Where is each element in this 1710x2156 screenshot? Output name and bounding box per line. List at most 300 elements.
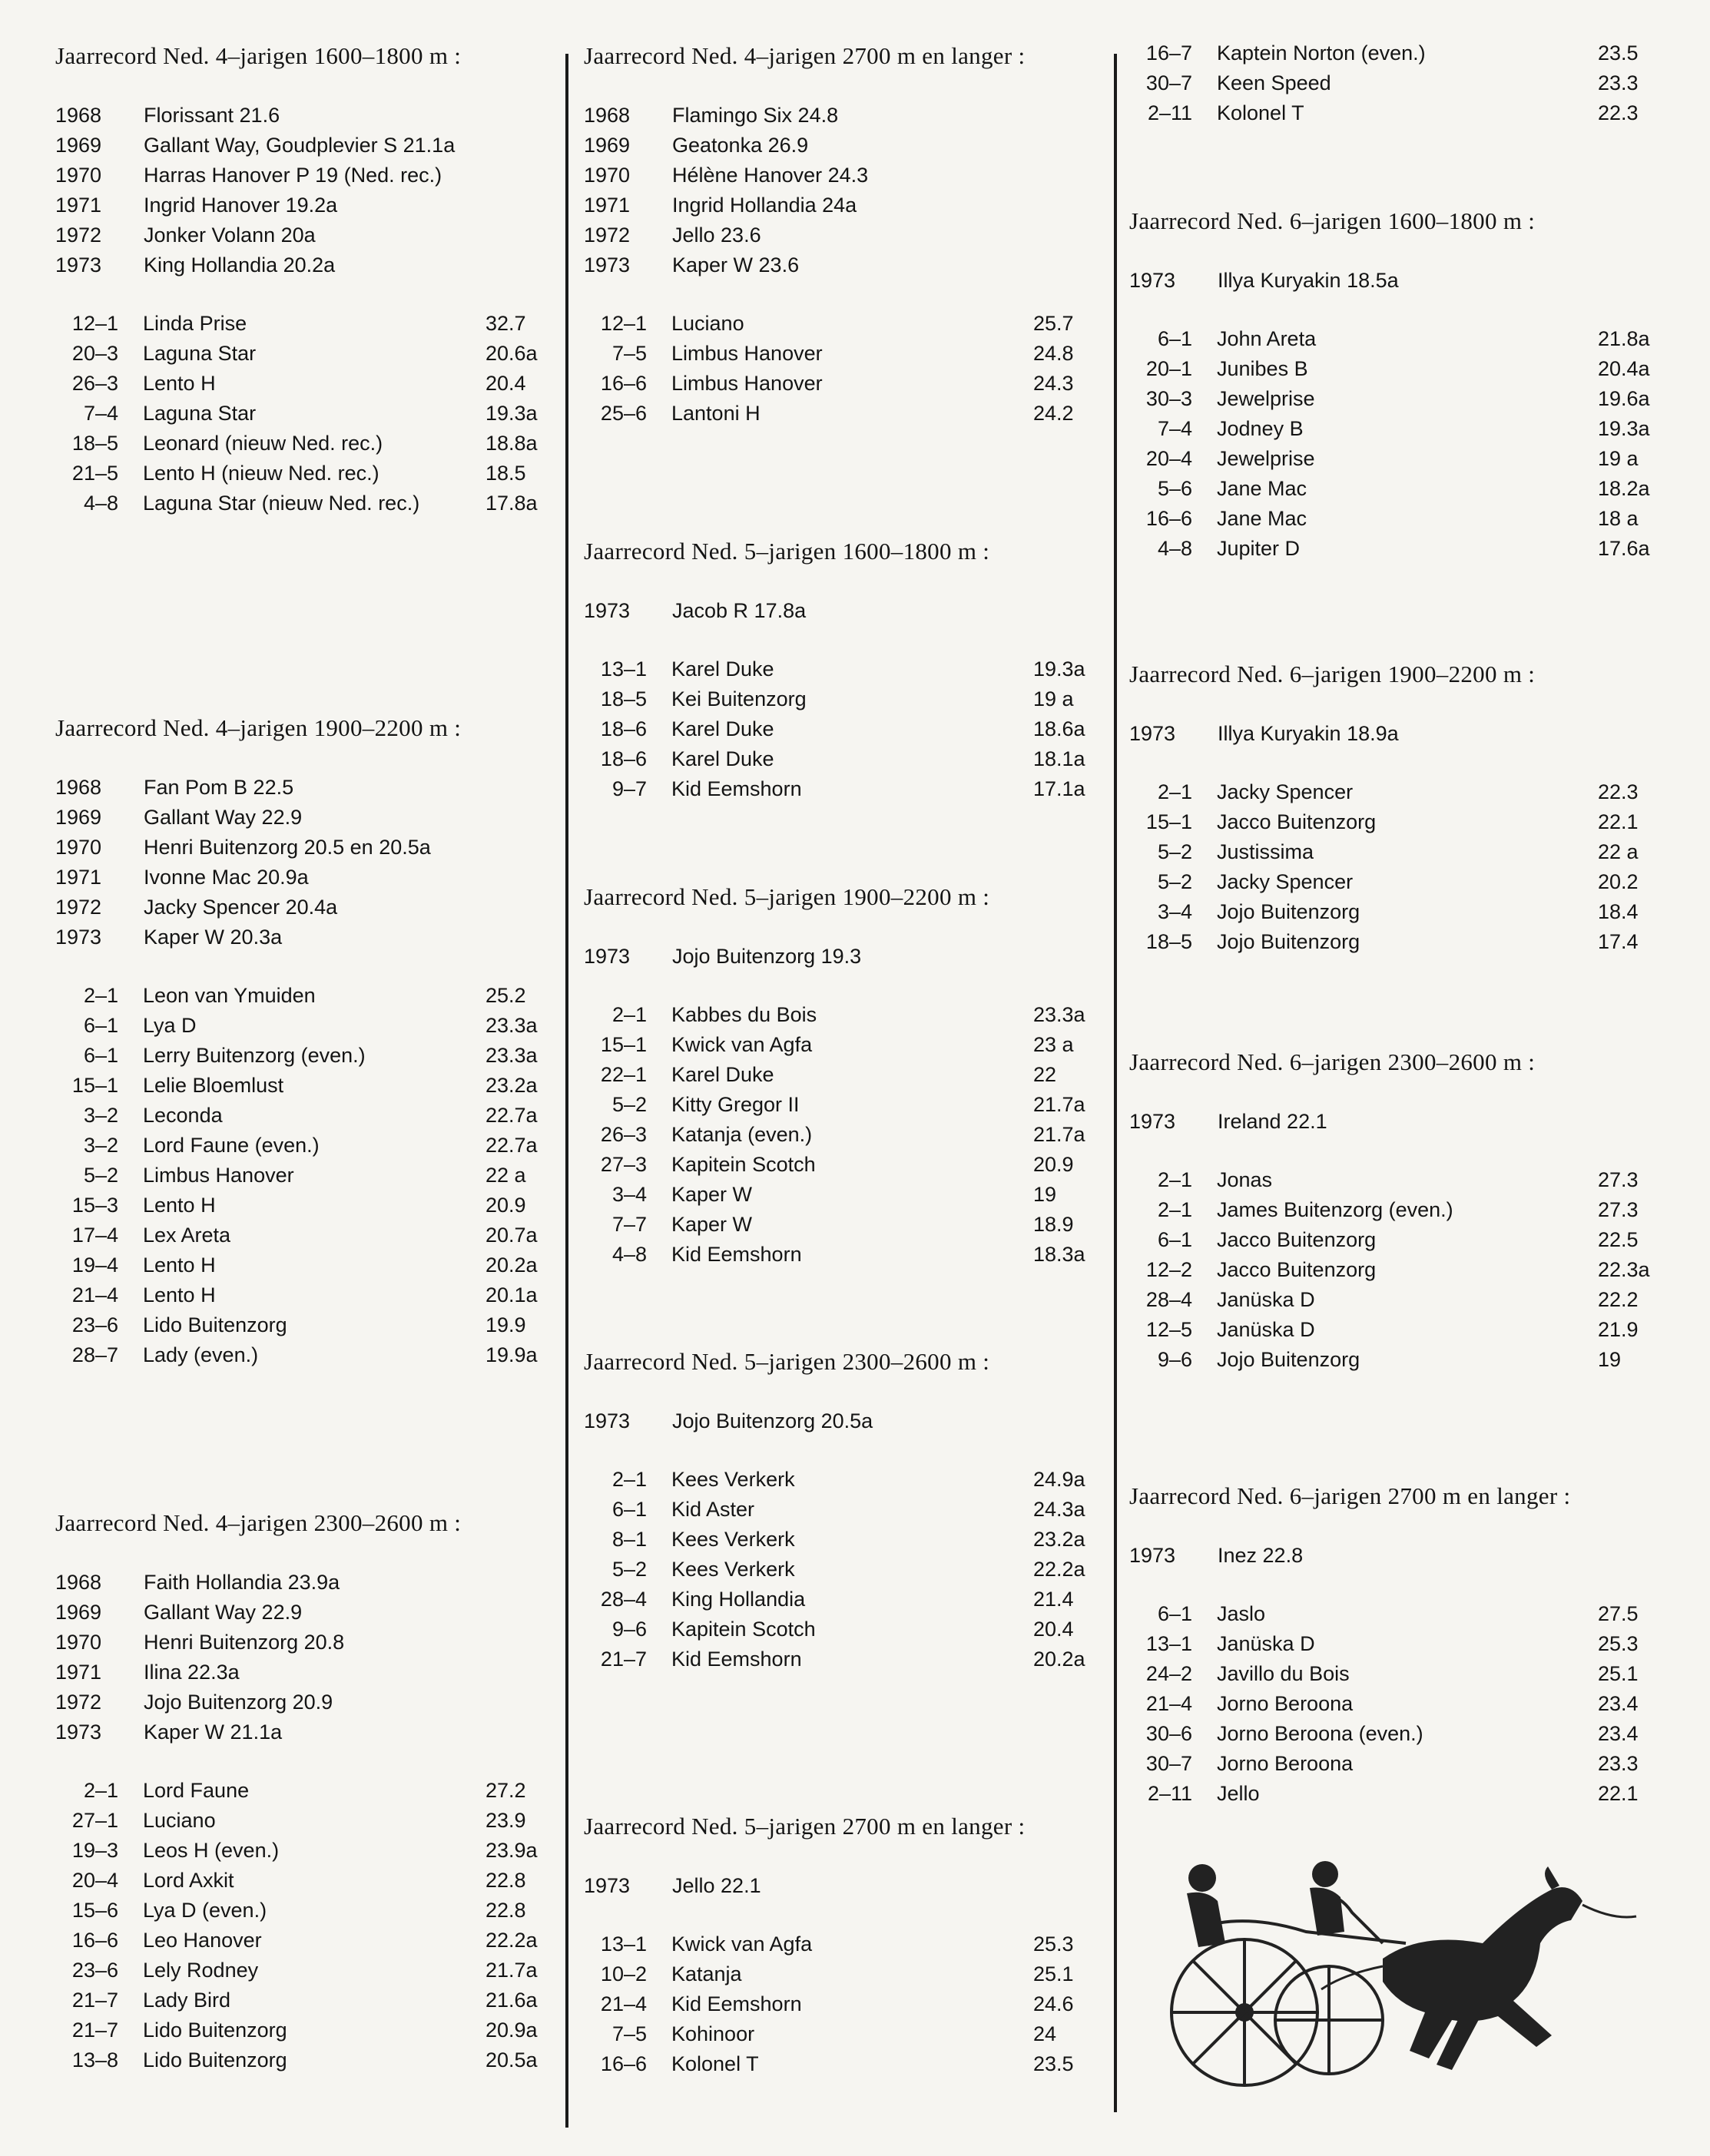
record-time: 19.9a xyxy=(485,1343,538,1366)
table-row xyxy=(1129,897,1667,927)
record-time: 21.8a xyxy=(1598,327,1650,350)
year: 1973 xyxy=(584,1409,631,1432)
race-date: 7–7 xyxy=(611,1213,647,1236)
horse-name: Lido Buitenzorg xyxy=(143,2048,287,2072)
horse-name: Lento H xyxy=(143,1194,216,1217)
horse-name: Lento H xyxy=(143,1283,216,1307)
table-row xyxy=(584,654,1102,684)
year: 1973 xyxy=(1129,1544,1176,1567)
table-row xyxy=(584,1585,1102,1615)
horse-name: Jacco Buitenzorg xyxy=(1217,1258,1377,1281)
race-date: 28–4 xyxy=(600,1588,647,1611)
race-date: 30–6 xyxy=(1145,1722,1192,1745)
table-row xyxy=(1129,414,1667,444)
spacer xyxy=(1129,1571,1667,1599)
race-date: 2–11 xyxy=(1147,101,1192,124)
year-record-row xyxy=(584,1406,1102,1436)
table-row xyxy=(584,744,1102,774)
year-record-row xyxy=(55,1628,555,1658)
table-row xyxy=(55,1866,555,1896)
race-date: 8–1 xyxy=(611,1528,647,1551)
table-row xyxy=(584,714,1102,744)
spacer xyxy=(55,952,555,981)
race-date: 7–5 xyxy=(611,342,647,365)
record-time: 19.9 xyxy=(485,1313,526,1336)
race-date: 15–3 xyxy=(71,1194,118,1217)
year: 1972 xyxy=(55,1691,102,1714)
record-time: 19 xyxy=(1598,1348,1622,1371)
horse-name: Lord Axkit xyxy=(143,1869,234,1892)
record-time: 22 xyxy=(1033,1063,1057,1086)
horse-name: Kohinoor xyxy=(671,2022,755,2045)
horse-name: Lantoni H xyxy=(671,402,761,425)
table-row xyxy=(55,2015,555,2045)
year: 1968 xyxy=(55,776,102,799)
race-date: 2–1 xyxy=(611,1003,647,1026)
record-time: 24.8 xyxy=(1033,342,1074,365)
section-title: Jaarrecord Ned. 4–jarigen 1600–1800 m : xyxy=(55,42,462,69)
horse-name: Lya D xyxy=(143,1014,197,1037)
table-row xyxy=(1129,68,1667,98)
record-time: 23.4 xyxy=(1598,1692,1639,1715)
record-time: 20.4 xyxy=(1033,1618,1074,1641)
column-divider xyxy=(565,54,568,2128)
table-row xyxy=(584,774,1102,804)
horse-name: Jojo Buitenzorg xyxy=(1217,930,1360,953)
race-date: 30–7 xyxy=(1145,1752,1192,1775)
year-record-row xyxy=(55,1687,555,1717)
record-section xyxy=(1129,38,1667,128)
record-time: 25.3 xyxy=(1598,1632,1639,1655)
table-row xyxy=(55,1071,555,1101)
record-time: 18.2a xyxy=(1598,477,1650,500)
year-record-text: Inez 22.8 xyxy=(1218,1544,1304,1567)
horse-name: Jewelprise xyxy=(1217,447,1315,470)
horse-name: Jacco Buitenzorg xyxy=(1217,1228,1377,1251)
record-time: 21.9 xyxy=(1598,1318,1639,1341)
horse-name: Laguna Star xyxy=(143,402,257,425)
horse-name: Jojo Buitenzorg xyxy=(1217,900,1360,923)
spacer xyxy=(584,972,1102,1000)
horse-name: Jojo Buitenzorg xyxy=(1217,1348,1360,1371)
race-date: 6–1 xyxy=(1157,327,1192,350)
year-record-row xyxy=(1129,266,1667,296)
table-row xyxy=(55,1250,555,1280)
year-record-text: Florissant 21.6 xyxy=(144,104,280,127)
year: 1972 xyxy=(55,224,102,247)
table-row xyxy=(55,1926,555,1956)
year-record-row xyxy=(1129,1107,1667,1137)
table-row xyxy=(584,369,1102,399)
spacer xyxy=(584,1901,1102,1929)
horse-name: Jane Mac xyxy=(1217,477,1307,500)
horse-name: Kwick van Agfa xyxy=(671,1932,813,1956)
year-record-row xyxy=(55,250,555,280)
race-date: 3–2 xyxy=(83,1134,118,1157)
horse-name: Lido Buitenzorg xyxy=(143,1313,287,1336)
race-date: 2–11 xyxy=(1147,1782,1192,1805)
year-record-row xyxy=(584,250,1102,280)
record-time: 22.3a xyxy=(1598,1258,1650,1281)
table-row xyxy=(1129,354,1667,384)
table-row xyxy=(1129,1225,1667,1255)
year: 1973 xyxy=(55,1720,102,1744)
race-date: 18–6 xyxy=(600,717,647,740)
horse-name: Kabbes du Bois xyxy=(671,1003,817,1026)
horse-name: Lento H xyxy=(143,1254,216,1277)
year-record-text: Hélène Hanover 24.3 xyxy=(672,164,869,187)
year-record-text: Jacob R 17.8a xyxy=(672,599,807,622)
record-time: 22.3 xyxy=(1598,780,1639,803)
record-section xyxy=(1129,1048,1667,1375)
table-row xyxy=(1129,1659,1667,1689)
record-time: 20.9 xyxy=(485,1194,526,1217)
race-date: 26–3 xyxy=(600,1123,647,1146)
record-time: 27.3 xyxy=(1598,1168,1639,1191)
table-row xyxy=(584,1495,1102,1525)
year-record-text: Ingrid Hollandia 24a xyxy=(672,194,857,217)
table-row xyxy=(584,1180,1102,1210)
table-row xyxy=(1129,1599,1667,1629)
record-time: 24.9a xyxy=(1033,1468,1085,1491)
year: 1968 xyxy=(55,104,102,127)
table-row xyxy=(584,1090,1102,1120)
horse-name: Lelie Bloemlust xyxy=(143,1074,284,1097)
horse-name: Jaslo xyxy=(1217,1602,1266,1625)
race-date: 9–7 xyxy=(611,777,647,800)
race-date: 16–6 xyxy=(1145,507,1192,530)
horse-name: Kees Verkerk xyxy=(671,1468,795,1491)
record-section xyxy=(1129,207,1667,564)
year-record-row xyxy=(55,773,555,803)
race-date: 25–6 xyxy=(600,402,647,425)
year-record-row xyxy=(55,833,555,863)
record-time: 23 a xyxy=(1033,1033,1074,1056)
record-time: 27.3 xyxy=(1598,1198,1639,1221)
race-date: 27–1 xyxy=(71,1809,118,1832)
year-record-text: Fan Pom B 22.5 xyxy=(144,776,294,799)
race-date: 28–4 xyxy=(1145,1288,1192,1311)
race-date: 15–6 xyxy=(71,1899,118,1922)
year: 1973 xyxy=(584,945,631,968)
column-divider xyxy=(1114,54,1117,2112)
race-date: 21–4 xyxy=(71,1283,118,1307)
record-time: 25.3 xyxy=(1033,1932,1074,1956)
race-date: 20–3 xyxy=(71,342,118,365)
year-record-row xyxy=(55,190,555,220)
horse-name: Lido Buitenzorg xyxy=(143,2019,287,2042)
table-row xyxy=(584,1150,1102,1180)
race-date: 3–2 xyxy=(83,1104,118,1127)
record-time: 22.2 xyxy=(1598,1288,1639,1311)
record-time: 23.2a xyxy=(1033,1528,1085,1551)
record-time: 23.9a xyxy=(485,1839,538,1862)
horse-name: Luciano xyxy=(143,1809,216,1832)
race-date: 7–5 xyxy=(611,2022,647,2045)
record-time: 21.6a xyxy=(485,1989,538,2012)
race-date: 2–1 xyxy=(1157,1168,1192,1191)
year: 1971 xyxy=(584,194,631,217)
year-record-text: Geatonka 26.9 xyxy=(672,134,809,157)
year: 1973 xyxy=(55,926,102,949)
year-record-row xyxy=(584,942,1102,972)
year-record-text: Henri Buitenzorg 20.5 en 20.5a xyxy=(144,836,431,859)
record-time: 22 a xyxy=(485,1164,526,1187)
table-row xyxy=(1129,474,1667,504)
table-row xyxy=(1129,1779,1667,1809)
race-date: 16–6 xyxy=(600,372,647,395)
column-2 xyxy=(584,0,1102,2156)
year-record-row xyxy=(55,893,555,922)
table-row xyxy=(584,2019,1102,2049)
year-record-text: Gallant Way 22.9 xyxy=(144,1601,303,1624)
table-row xyxy=(1129,1689,1667,1719)
record-time: 17.4 xyxy=(1598,930,1639,953)
year-record-row xyxy=(584,161,1102,190)
record-time: 19.3a xyxy=(1598,417,1650,440)
year-record-row xyxy=(584,131,1102,161)
table-row xyxy=(1129,1629,1667,1659)
race-date: 21–5 xyxy=(71,462,118,485)
spacer xyxy=(1129,296,1667,324)
record-time: 20.7a xyxy=(485,1224,538,1247)
record-time: 22.1 xyxy=(1598,1782,1639,1805)
year: 1972 xyxy=(584,224,631,247)
race-date: 15–1 xyxy=(1145,810,1192,833)
horse-name: Kolonel T xyxy=(671,2052,759,2075)
year: 1969 xyxy=(55,134,102,157)
year-record-text: Henri Buitenzorg 20.8 xyxy=(144,1631,345,1654)
table-row xyxy=(55,429,555,459)
race-date: 30–3 xyxy=(1145,387,1192,410)
horse-name: Janüska D xyxy=(1217,1288,1315,1311)
table-row xyxy=(584,1615,1102,1644)
table-row xyxy=(55,1011,555,1041)
year-record-row xyxy=(584,220,1102,250)
record-time: 18.1a xyxy=(1033,747,1085,770)
horse-name: Jorno Beroona xyxy=(1217,1692,1354,1715)
year-record-row xyxy=(55,863,555,893)
race-date: 6–1 xyxy=(1157,1228,1192,1251)
record-time: 23.4 xyxy=(1598,1722,1639,1745)
section-title: Jaarrecord Ned. 4–jarigen 1900–2200 m : xyxy=(55,714,462,741)
horse-name: Jodney B xyxy=(1217,417,1304,440)
table-row xyxy=(55,1956,555,1985)
race-date: 13–8 xyxy=(71,2048,118,2072)
horse-name: Kees Verkerk xyxy=(671,1558,795,1581)
horse-name: Karel Duke xyxy=(671,1063,774,1086)
race-date: 16–6 xyxy=(71,1929,118,1952)
horse-name: Lely Rodney xyxy=(143,1959,259,1982)
horse-name: Jewelprise xyxy=(1217,387,1315,410)
year-record-text: Gallant Way, Goudplevier S 21.1a xyxy=(144,134,456,157)
year-record-text: Jojo Buitenzorg 20.9 xyxy=(144,1691,333,1714)
race-date: 5–6 xyxy=(1157,477,1192,500)
race-date: 15–1 xyxy=(600,1033,647,1056)
table-row xyxy=(1129,38,1667,68)
record-section xyxy=(55,714,555,1370)
year: 1971 xyxy=(55,194,102,217)
horse-name: Limbus Hanover xyxy=(671,342,823,365)
table-row xyxy=(55,1131,555,1161)
race-date: 2–1 xyxy=(611,1468,647,1491)
record-time: 22.5 xyxy=(1598,1228,1639,1251)
record-section xyxy=(1129,1482,1667,1809)
table-row xyxy=(55,1220,555,1250)
year-record-row xyxy=(1129,719,1667,749)
race-date: 20–4 xyxy=(1145,447,1192,470)
race-date: 3–4 xyxy=(611,1183,647,1206)
race-date: 20–1 xyxy=(1145,357,1192,380)
table-row xyxy=(1129,837,1667,867)
record-time: 19.3a xyxy=(485,402,538,425)
race-date: 5–2 xyxy=(611,1093,647,1116)
record-time: 22.8 xyxy=(485,1899,526,1922)
horse-name: Javillo du Bois xyxy=(1217,1662,1350,1685)
horse-name: John Areta xyxy=(1217,327,1317,350)
horse-name: Jacky Spencer xyxy=(1217,780,1354,803)
record-time: 23.3a xyxy=(485,1044,538,1067)
horse-name: Kei Buitenzorg xyxy=(671,687,807,710)
record-time: 18.6a xyxy=(1033,717,1085,740)
table-row xyxy=(55,369,555,399)
race-date: 7–4 xyxy=(83,402,118,425)
horse-name: Karel Duke xyxy=(671,657,774,681)
horse-name: Jorno Beroona xyxy=(1217,1752,1354,1775)
year: 1973 xyxy=(1129,722,1176,745)
race-date: 26–3 xyxy=(71,372,118,395)
year-record-text: Ilina 22.3a xyxy=(144,1661,240,1684)
horse-name: Janüska D xyxy=(1217,1318,1315,1341)
table-row xyxy=(55,309,555,339)
race-date: 12–1 xyxy=(600,312,647,335)
table-row xyxy=(1129,1285,1667,1315)
race-date: 13–1 xyxy=(1145,1632,1192,1655)
race-date: 21–7 xyxy=(71,2019,118,2042)
horse-name: Kolonel T xyxy=(1217,101,1304,124)
record-time: 23.3a xyxy=(485,1014,538,1037)
horse-name: Karel Duke xyxy=(671,717,774,740)
race-date: 15–1 xyxy=(71,1074,118,1097)
horse-name: Laguna Star (nieuw Ned. rec.) xyxy=(143,492,420,515)
record-time: 17.6a xyxy=(1598,537,1650,560)
race-date: 23–6 xyxy=(71,1959,118,1982)
year-record-text: Jonker Volann 20a xyxy=(144,224,316,247)
table-row xyxy=(584,1929,1102,1959)
record-time: 22.7a xyxy=(485,1134,538,1157)
table-row xyxy=(584,1030,1102,1060)
year: 1970 xyxy=(584,164,631,187)
race-date: 27–3 xyxy=(600,1153,647,1176)
record-time: 24.2 xyxy=(1033,402,1074,425)
race-date: 10–2 xyxy=(600,1962,647,1985)
record-time: 17.8a xyxy=(485,492,538,515)
record-time: 23.5 xyxy=(1598,41,1639,65)
year-record-row xyxy=(55,803,555,833)
horse-name: Jacky Spencer xyxy=(1217,870,1354,893)
year-record-row xyxy=(584,190,1102,220)
table-row xyxy=(584,1959,1102,1989)
year-record-text: Kaper W 20.3a xyxy=(144,926,283,949)
horse-name: Kid Eemshorn xyxy=(671,1648,802,1671)
race-date: 2–1 xyxy=(83,984,118,1007)
year-record-text: Ingrid Hanover 19.2a xyxy=(144,194,338,217)
race-date: 21–4 xyxy=(1145,1692,1192,1715)
table-row xyxy=(1129,777,1667,807)
year-record-text: Illya Kuryakin 18.9a xyxy=(1218,722,1399,745)
record-time: 25.2 xyxy=(485,984,526,1007)
table-row xyxy=(1129,1165,1667,1195)
year: 1973 xyxy=(584,1874,631,1897)
race-date: 9–6 xyxy=(1157,1348,1192,1371)
section-title: Jaarrecord Ned. 4–jarigen 2700 m en langer : xyxy=(584,42,1026,69)
record-time: 20.1a xyxy=(485,1283,538,1307)
race-date: 6–1 xyxy=(1157,1602,1192,1625)
record-time: 19 a xyxy=(1033,687,1074,710)
record-time: 19 a xyxy=(1598,447,1639,470)
column-1 xyxy=(55,0,555,2156)
year-record-text: Jojo Buitenzorg 19.3 xyxy=(672,945,862,968)
section-title: Jaarrecord Ned. 5–jarigen 1600–1800 m : xyxy=(584,538,990,565)
record-time: 20.4 xyxy=(485,372,526,395)
horse-name: Janüska D xyxy=(1217,1632,1315,1655)
table-row xyxy=(584,1210,1102,1240)
record-section xyxy=(584,1813,1102,2079)
year: 1972 xyxy=(55,896,102,919)
race-date: 5–2 xyxy=(83,1164,118,1187)
table-row xyxy=(1129,444,1667,474)
record-time: 23.2a xyxy=(485,1074,538,1097)
table-row xyxy=(55,1836,555,1866)
year: 1968 xyxy=(584,104,631,127)
table-row xyxy=(55,1985,555,2015)
table-row xyxy=(55,1776,555,1806)
table-row xyxy=(55,1191,555,1220)
horse-name: Justissima xyxy=(1217,840,1314,863)
year: 1973 xyxy=(584,253,631,277)
year-record-text: Jojo Buitenzorg 20.5a xyxy=(672,1409,873,1432)
spacer xyxy=(584,280,1102,309)
record-time: 20.4a xyxy=(1598,357,1650,380)
horse-name: Junibes B xyxy=(1217,357,1308,380)
horse-name: Kid Eemshorn xyxy=(671,777,802,800)
horse-name: Kwick van Agfa xyxy=(671,1033,813,1056)
record-section xyxy=(584,1348,1102,1674)
record-section xyxy=(584,538,1102,804)
table-row xyxy=(55,459,555,488)
race-date: 6–1 xyxy=(611,1498,647,1521)
table-row xyxy=(55,488,555,518)
race-date: 2–1 xyxy=(1157,1198,1192,1221)
record-section xyxy=(1129,661,1667,957)
race-date: 2–1 xyxy=(1157,780,1192,803)
year-record-text: Faith Hollandia 23.9a xyxy=(144,1571,340,1594)
horse-name: Kaper W xyxy=(671,1213,753,1236)
record-time: 20.2a xyxy=(1033,1648,1085,1671)
year-record-row xyxy=(55,1717,555,1747)
record-time: 20.2a xyxy=(485,1254,538,1277)
table-row xyxy=(584,1240,1102,1270)
record-time: 18.3a xyxy=(1033,1243,1085,1266)
record-time: 20.9a xyxy=(485,2019,538,2042)
horse-name: King Hollandia xyxy=(671,1588,806,1611)
horse-name: Lady Bird xyxy=(143,1989,231,2012)
table-row xyxy=(584,1989,1102,2019)
horse-name: Kid Eemshorn xyxy=(671,1243,802,1266)
race-date: 28–7 xyxy=(71,1343,118,1366)
record-time: 22.8 xyxy=(485,1869,526,1892)
race-date: 12–2 xyxy=(1145,1258,1192,1281)
